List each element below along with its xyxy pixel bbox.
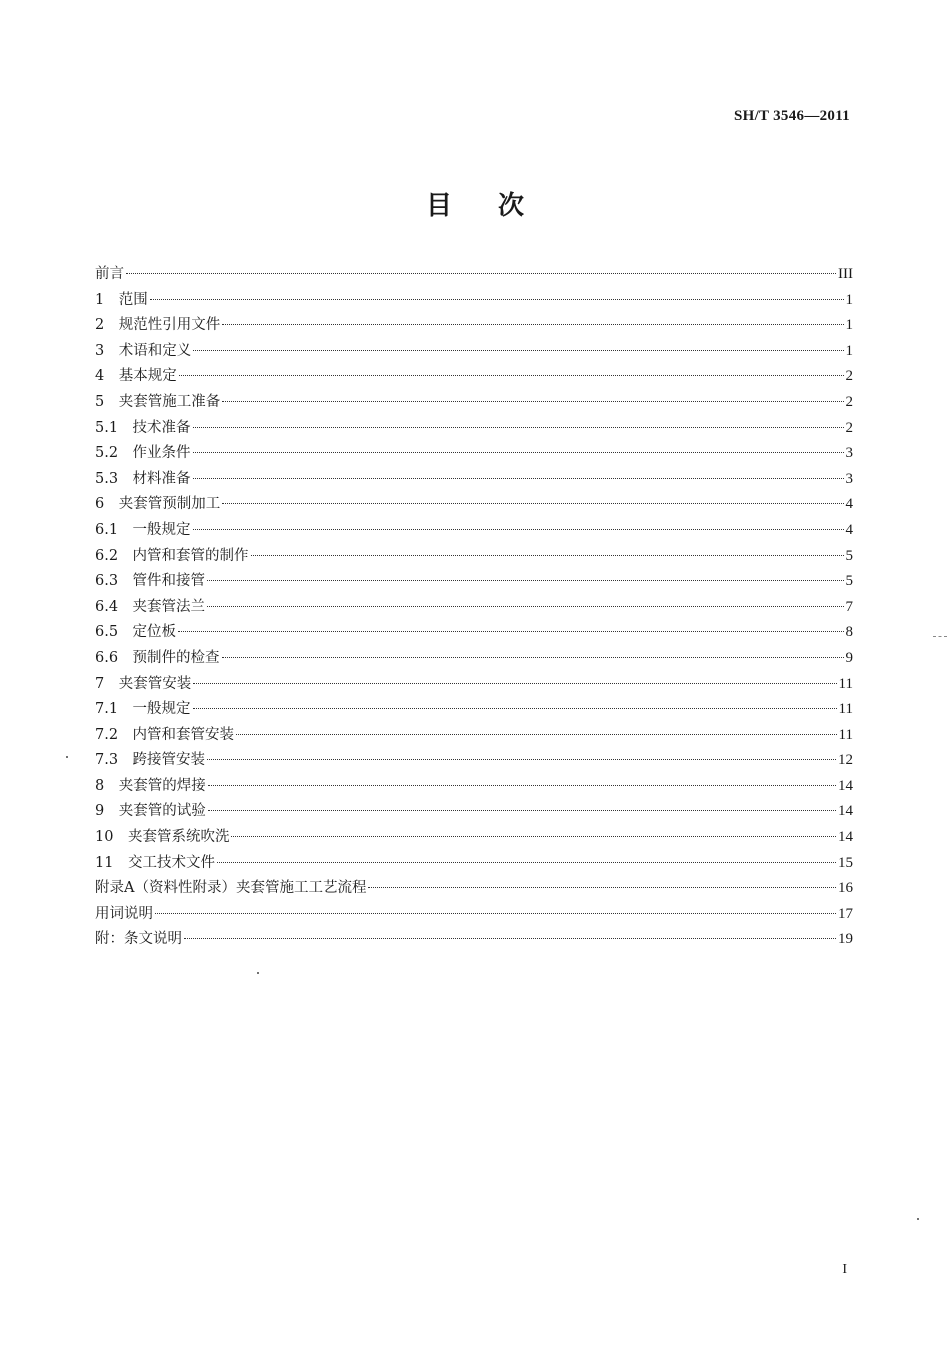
scan-speck [66, 756, 68, 758]
toc-entry-label: 5 夹套管施工准备 [95, 393, 221, 410]
toc-entry[interactable] [95, 697, 853, 723]
scan-mark [933, 636, 947, 637]
toc-leader-dots [222, 324, 843, 325]
toc-leader-dots [207, 759, 836, 760]
toc-entry[interactable] [95, 441, 853, 467]
toc-entry-label: 附录A（资料性附录）夹套管施工工艺流程 [95, 880, 367, 897]
toc-entry-page: 8 [845, 624, 853, 641]
toc-entry-page: 1 [845, 291, 853, 308]
toc-entry[interactable] [95, 672, 853, 698]
toc-entry[interactable] [95, 595, 853, 621]
toc-entry-label: 11 交工技术文件 [95, 854, 215, 871]
toc-entry-page: 7 [845, 598, 853, 615]
toc-entry-label: 附：条文说明 [95, 931, 182, 948]
toc-leader-dots [178, 631, 843, 632]
toc-entry-label: 3 术语和定义 [95, 342, 192, 359]
scan-speck [917, 1218, 919, 1220]
scan-speck [257, 972, 259, 974]
toc-entry-page: 12 [838, 752, 853, 769]
toc-entry[interactable] [95, 799, 853, 825]
toc-entry-page: 1 [845, 317, 853, 334]
toc-entry-page: 5 [845, 547, 853, 564]
toc-leader-dots [217, 862, 836, 863]
toc-entry-page: 2 [845, 419, 853, 436]
toc-entry-label: 7.1 一般规定 [95, 701, 191, 718]
toc-entry-label: 前言 [95, 266, 124, 282]
toc-leader-dots [231, 836, 836, 837]
page-title: 目次 [425, 191, 570, 221]
toc-entry-page: 4 [845, 496, 853, 513]
toc-entry-page: III [838, 266, 853, 282]
toc-leader-dots [155, 913, 836, 914]
toc-entry[interactable] [95, 313, 853, 339]
toc-entry[interactable] [95, 646, 853, 672]
toc-leader-dots [150, 299, 844, 300]
toc-entry-page: 11 [838, 701, 853, 718]
page-number: I [842, 1262, 847, 1277]
toc-entry[interactable] [95, 774, 853, 800]
toc-entry-page: 2 [845, 393, 853, 410]
toc-entry[interactable] [95, 364, 853, 390]
toc-leader-dots [126, 273, 836, 274]
toc-leader-dots [368, 887, 836, 888]
toc-entry-page: 14 [838, 777, 853, 794]
toc-entry-page: 4 [845, 521, 853, 538]
toc-entry-label: 8 夹套管的焊接 [95, 777, 206, 794]
toc-entry-page: 3 [845, 470, 853, 487]
toc-leader-dots [207, 580, 843, 581]
toc-entry[interactable] [95, 518, 853, 544]
toc-entry-page: 11 [838, 675, 853, 692]
toc-entry[interactable] [95, 723, 853, 749]
toc-entry[interactable] [95, 467, 853, 493]
toc-entry-page: 9 [845, 649, 853, 666]
toc-leader-dots [208, 810, 836, 811]
toc-entry-page: 17 [838, 905, 853, 922]
toc-entry-label: 10 夹套管系统吹洗 [95, 829, 230, 846]
toc-entry[interactable] [95, 902, 853, 928]
toc-entry-page: 5 [845, 573, 853, 590]
toc-leader-dots [208, 785, 836, 786]
table-of-contents [95, 262, 853, 953]
toc-entry-page: 16 [838, 880, 853, 897]
toc-leader-dots [193, 427, 844, 428]
toc-entry-label: 6 夹套管预制加工 [95, 496, 221, 513]
toc-entry[interactable] [95, 620, 853, 646]
toc-leader-dots [193, 683, 836, 684]
toc-entry-label: 9 夹套管的试验 [95, 803, 206, 820]
toc-entry-page: 15 [838, 854, 853, 871]
toc-leader-dots [193, 452, 844, 453]
toc-entry[interactable] [95, 544, 853, 570]
toc-entry[interactable] [95, 416, 853, 442]
toc-entry-page: 14 [838, 829, 853, 846]
toc-entry-label: 用词说明 [95, 905, 153, 922]
toc-entry-label: 6.2 内管和套管的制作 [95, 547, 249, 564]
toc-entry-label: 6.6 预制件的检查 [95, 649, 220, 666]
toc-entry[interactable] [95, 851, 853, 877]
toc-entry[interactable] [95, 339, 853, 365]
toc-leader-dots [179, 375, 844, 376]
toc-entry-label: 7.3 跨接管安装 [95, 752, 206, 769]
toc-leader-dots [193, 350, 843, 351]
toc-entry-label: 4 基本规定 [95, 368, 177, 385]
standard-number: SH/T 3546—2011 [733, 108, 850, 124]
toc-entry[interactable] [95, 492, 853, 518]
toc-leader-dots [193, 529, 844, 530]
toc-leader-dots [222, 401, 843, 402]
toc-entry-label: 7.2 内管和套管安装 [95, 726, 235, 743]
toc-leader-dots [222, 657, 844, 658]
toc-entry[interactable] [95, 569, 853, 595]
toc-entry[interactable] [95, 748, 853, 774]
toc-leader-dots [184, 938, 836, 939]
toc-entry-label: 5.2 作业条件 [95, 445, 191, 462]
toc-entry-label: 1 范围 [95, 291, 148, 308]
toc-entry-page: 14 [838, 803, 853, 820]
toc-entry-label: 6.4 夹套管法兰 [95, 598, 206, 615]
toc-leader-dots [222, 503, 843, 504]
toc-entry-page: 3 [845, 445, 853, 462]
toc-entry-page: 19 [838, 931, 853, 948]
toc-entry[interactable] [95, 262, 853, 288]
toc-entry-label: 6.3 管件和接管 [95, 573, 206, 590]
toc-leader-dots [251, 555, 844, 556]
toc-entry-label: 2 规范性引用文件 [95, 317, 221, 334]
toc-entry-label: 5.1 技术准备 [95, 419, 191, 436]
toc-entry[interactable] [95, 825, 853, 851]
toc-entry-page: 1 [845, 342, 853, 359]
toc-entry-page: 2 [845, 368, 853, 385]
toc-entry-label: 5.3 材料准备 [95, 470, 191, 487]
toc-leader-dots [207, 606, 843, 607]
toc-entry[interactable] [95, 288, 853, 314]
toc-entry-label: 6.5 定位板 [95, 624, 177, 641]
toc-entry-label: 6.1 一般规定 [95, 521, 191, 538]
toc-entry-label: 7 夹套管安装 [95, 675, 192, 692]
toc-leader-dots [193, 478, 844, 479]
toc-leader-dots [193, 708, 837, 709]
toc-entry[interactable] [95, 876, 853, 902]
toc-entry-page: 11 [838, 726, 853, 743]
toc-entry[interactable] [95, 927, 853, 953]
toc-entry[interactable] [95, 390, 853, 416]
toc-leader-dots [236, 734, 836, 735]
